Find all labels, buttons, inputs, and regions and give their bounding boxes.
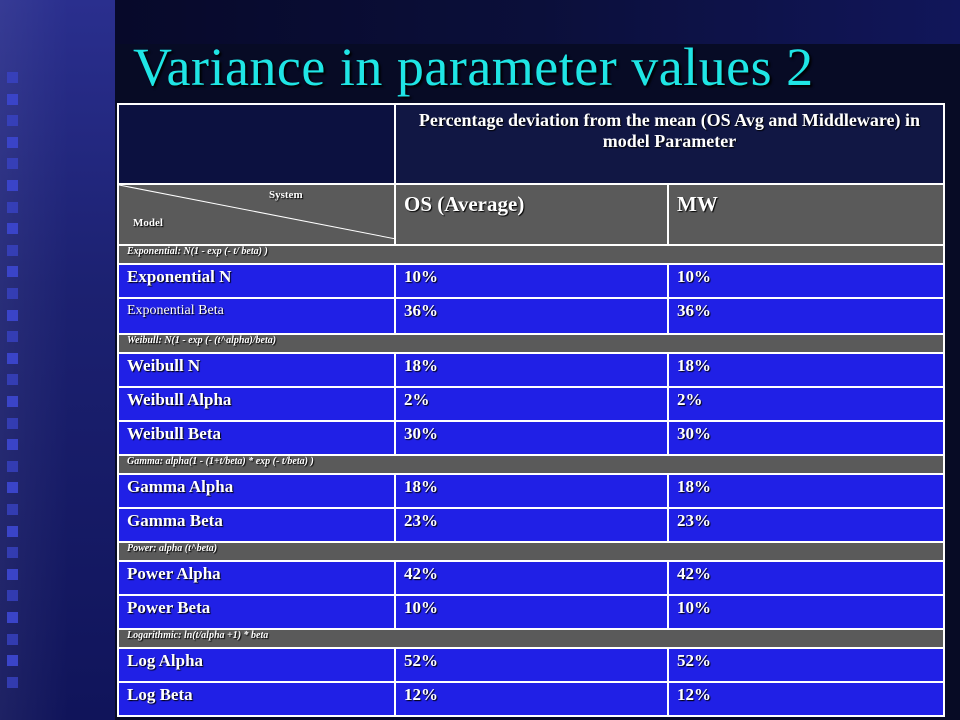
table-row (118, 561, 944, 595)
decorative-square (7, 310, 18, 321)
decorative-square (7, 526, 18, 537)
section-formula: Power: alpha (t^beta) (118, 542, 944, 561)
parameter-variance-table (117, 103, 945, 717)
parameter-name: Gamma Alpha (118, 474, 395, 508)
decorative-square (7, 374, 18, 385)
decorative-square (7, 266, 18, 277)
parameter-name: Gamma Beta (118, 508, 395, 542)
mw-value: 2% (668, 387, 944, 421)
table-row (118, 682, 944, 716)
decorative-square (7, 547, 18, 558)
section-header-row (118, 334, 944, 353)
mw-value: 18% (668, 353, 944, 387)
table-row (118, 508, 944, 542)
section-header-row (118, 455, 944, 474)
section-formula: Exponential: N(1 - exp (- t/ beta) ) (118, 245, 944, 264)
parameter-name: Weibull N (118, 353, 395, 387)
mw-value: 10% (668, 264, 944, 298)
decorative-square (7, 396, 18, 407)
slide-title: Variance in parameter values 2 (133, 37, 814, 97)
mw-value: 12% (668, 682, 944, 716)
parameter-name: Power Beta (118, 595, 395, 629)
os-value: 36% (395, 298, 668, 334)
mw-value: 18% (668, 474, 944, 508)
parameter-name: Exponential Beta (118, 298, 395, 334)
section-header-row (118, 542, 944, 561)
os-value: 18% (395, 474, 668, 508)
corner-cell (118, 184, 395, 245)
mw-value: 42% (668, 561, 944, 595)
header-empty-cell (118, 104, 395, 184)
os-value: 52% (395, 648, 668, 682)
os-value: 10% (395, 264, 668, 298)
decorative-square (7, 158, 18, 169)
column-header-row (118, 184, 944, 245)
os-value: 10% (395, 595, 668, 629)
decorative-square (7, 482, 18, 493)
decorative-square (7, 634, 18, 645)
decorative-square (7, 72, 18, 83)
column-header-os: OS (Average) (395, 184, 668, 245)
parameter-name: Log Alpha (118, 648, 395, 682)
decorative-square (7, 418, 18, 429)
corner-diagonal-line (119, 185, 395, 239)
decorative-square (7, 353, 18, 364)
decorative-squares (0, 0, 40, 720)
decorative-square (7, 439, 18, 450)
decorative-square (7, 590, 18, 601)
decorative-square (7, 677, 18, 688)
table-row (118, 264, 944, 298)
table-row (118, 474, 944, 508)
table-row (118, 298, 944, 334)
decorative-square (7, 94, 18, 105)
decorative-square (7, 612, 18, 623)
decorative-square (7, 245, 18, 256)
parameter-name: Power Alpha (118, 561, 395, 595)
decorative-square (7, 504, 18, 515)
corner-system-label: System (269, 189, 303, 201)
os-value: 42% (395, 561, 668, 595)
corner-model-label: Model (133, 217, 163, 229)
decorative-square (7, 137, 18, 148)
table-row (118, 421, 944, 455)
mw-value: 23% (668, 508, 944, 542)
parameter-name: Log Beta (118, 682, 395, 716)
parameter-name: Weibull Alpha (118, 387, 395, 421)
decorative-square (7, 461, 18, 472)
os-value: 23% (395, 508, 668, 542)
section-formula: Logarithmic: ln(t/alpha +1) * beta (118, 629, 944, 648)
decorative-square (7, 331, 18, 342)
table-row (118, 387, 944, 421)
mw-value: 10% (668, 595, 944, 629)
mw-value: 30% (668, 421, 944, 455)
parameter-name: Weibull Beta (118, 421, 395, 455)
decorative-square (7, 223, 18, 234)
mw-value: 52% (668, 648, 944, 682)
decorative-square (7, 115, 18, 126)
parameter-name: Exponential N (118, 264, 395, 298)
os-value: 2% (395, 387, 668, 421)
decorative-square (7, 180, 18, 191)
column-header-mw: MW (668, 184, 944, 245)
header-description: Percentage deviation from the mean (OS Avg and Middleware) in model Parameter (395, 104, 944, 184)
section-header-row (118, 629, 944, 648)
decorative-square (7, 288, 18, 299)
os-value: 18% (395, 353, 668, 387)
table-header-row (118, 104, 944, 184)
table-row (118, 648, 944, 682)
section-formula: Weibull: N(1 - exp (- (t^alpha)/beta) (118, 334, 944, 353)
decorative-square (7, 569, 18, 580)
decorative-square (7, 655, 18, 666)
table-row (118, 595, 944, 629)
os-value: 12% (395, 682, 668, 716)
section-header-row (118, 245, 944, 264)
mw-value: 36% (668, 298, 944, 334)
section-formula: Gamma: alpha(1 - (1+t/beta) * exp (- t/beta) ) (118, 455, 944, 474)
os-value: 30% (395, 421, 668, 455)
decorative-square (7, 202, 18, 213)
table-row (118, 353, 944, 387)
